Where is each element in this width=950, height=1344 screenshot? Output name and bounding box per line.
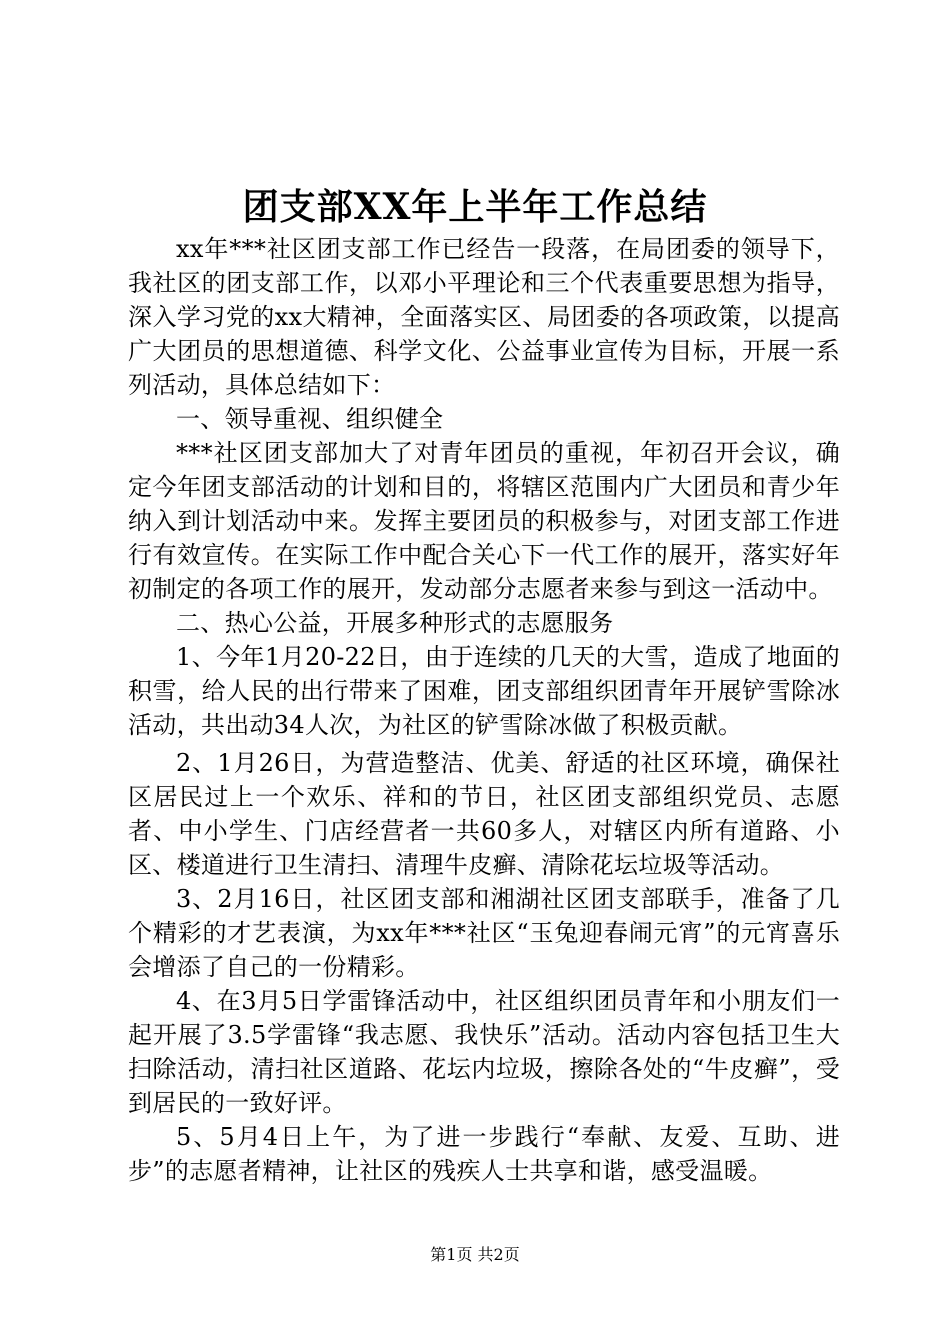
item-1-paragraph: 1、今年1月20-22日，由于连续的几天的大雪，造成了地面的积雪，给人民的出行带来了困难，团支部组织团青年开展铲雪除冰活动，共出动34人次，为社区的铲雪除冰做了积极贡献。 [128,643,840,739]
section-1-paragraph: ***社区团支部加大了对青年团员的重视，年初召开会议，确定今年团支部活动的计划和目的，将辖区范围内广大团员和青少年纳入到计划活动中来。发挥主要团员的积极参与，对团支部工作进行有效宣传。在实际工作中配合关心下一代工作的展开，落实好年初制定的各项工作的展开，发动部分志愿者来参与到这一活动中。 [128,439,840,603]
item-4-paragraph: 4、在3月5日学雷锋活动中，社区组织团员青年和小朋友们一起开展了3.5学雷锋“我志愿、我快乐”活动。活动内容包括卫生大扫除活动，清扫社区道路、花坛内垃圾，擦除各处的“牛皮癣”，受到居民的一致好评。 [128,987,840,1117]
section-heading-2: 二、热心公益，开展多种形式的志愿服务 [176,609,614,637]
document-body [128,232,840,1188]
section-heading-1: 一、领导重视、组织健全 [176,405,444,433]
item-5-paragraph: 5、5月4日上午，为了进一步践行“奉献、友爱、互助、进步”的志愿者精神，让社区的残疾人士共享和谐，感受温暖。 [128,1123,840,1185]
intro-paragraph: xx年***社区团支部工作已经告一段落，在局团委的领导下，我社区的团支部工作，以邓小平理论和三个代表重要思想为指导，深入学习党的xx大精神，全面落实区、局团委的各项政策，以提高广大团员的思想道德、科学文化、公益事业宣传为目标，开展一系列活动，具体总结如下： [128,235,840,399]
item-2-paragraph: 2、1月26日，为营造整洁、优美、舒适的社区环境，确保社区居民过上一个欢乐、祥和的节日，社区团支部组织党员、志愿者、中小学生、门店经营者一共60多人，对辖区内所有道路、小区、楼道进行卫生清扫、清理牛皮癣、清除花坛垃圾等活动。 [128,749,840,879]
item-3-paragraph: 3、2月16日，社区团支部和湘湖社区团支部联手，准备了几个精彩的才艺表演，为xx年***社区“玉兔迎春闹元宵”的元宵喜乐会增添了自己的一份精彩。 [128,885,840,981]
page-number-footer: 第1页 共2页 [430,1245,520,1264]
document-title: 团支部XX年上半年工作总结 [242,186,708,228]
